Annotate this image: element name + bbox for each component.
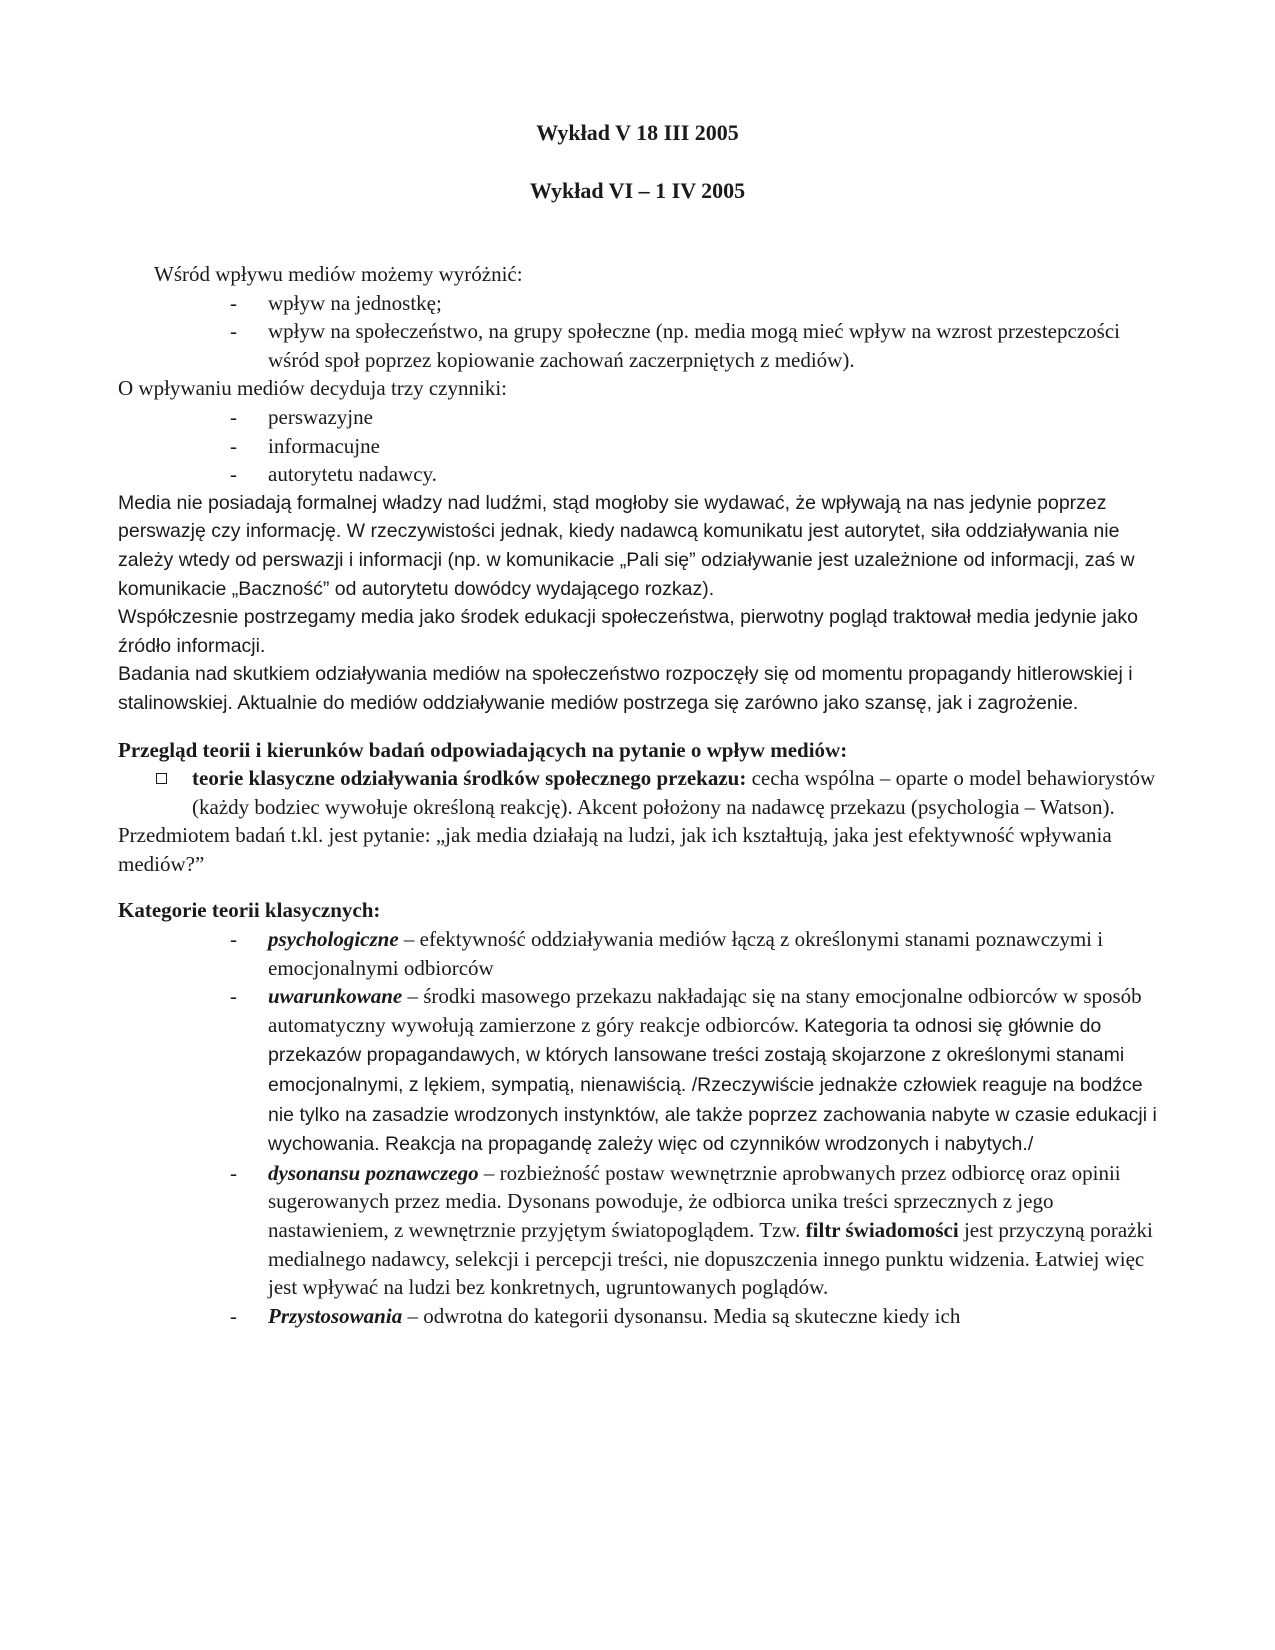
category-conditioned: - uwarunkowane – środki masowego przekazu nakładając się na stany emocjonalne odbiorców w sposób automatyczny wywołują zamierzone z góry reakcje odbiorców. Kategoria ta odnosi się głównie do przekazów propagandawych, w których lansowane treści zostają skojarzone z określonymi stanami emocjonalnymi, z lękiem, sympatią, nienawiścią. /Rzeczywiście jednakże człowiek reaguje na bodźce nie tylko na zasadzie wrodzonych instynktów, ale także poprzez zachowania nabyte w czasie edukacji i wychowania. Reakcja na propagandę zależy więc od czynników wrodzonych i nabytych./ xyxy=(118,982,1173,1159)
section-heading-categories: Kategorie teorii klasycznych: xyxy=(118,898,381,923)
list-item: - autorytetu nadawcy. xyxy=(118,460,1173,489)
classic-theories-text: cecha wspólna – oparte o model behawiorystów (każdy bodziec wywołuje określoną reakcję). Akcent położony na nadawcę przekazu (psychologia – Watson). xyxy=(192,766,1156,819)
intro-text: Wśród wpływu mediów możemy wyróżnić: xyxy=(154,262,523,286)
categories-list xyxy=(118,925,1173,1330)
list-item: - wpływ na społeczeństwo, na grupy społeczne (np. media mogą mieć wpływ na wzrost przestepczości wśród społ poprzez kopiowanie zachowań zaczerpniętych z mediów). xyxy=(118,317,1173,374)
document-body xyxy=(118,260,1173,1330)
category-dissonance: - dysonansu poznawczego – rozbieżność postaw wewnętrznie aprobwanych przez odbiorcę oraz opinii sugerowanych przez media. Dysonans powoduje, że odbiorca unika treści sprzecznych z jego nastawieniem, z wewnętrznie przyjętym światopoglądem. Tzw. filtr świadomości jest przyczyną porażki medialnego nadawcy, selekcji i percepcji treści, nie dopuszczenia innego punktu widzenia. Łatwiej więc jest wpływać na ludzi bez konkretnych, ugruntowanych poglądów. xyxy=(118,1159,1173,1302)
section-heading-review: Przegląd teorii i kierunków badań odpowiadających na pytanie o wpływ mediów: xyxy=(118,737,848,762)
factors-intro: O wpływaniu mediów decyduja trzy czynniki: xyxy=(118,376,507,401)
paragraph-research: Badania nad skutkiem odziaływania mediów na społeczeństwo rozpoczęły się od momentu propagandy hitlerowskiej i stalinowskiej. Aktualnie do mediów oddziaływanie mediów postrzega się zarówno jako szansę, jak i zagrożenie. xyxy=(118,663,1133,714)
list-item: - perswazyjne xyxy=(118,403,1173,432)
paragraph-education: Współczesnie postrzegamy media jako środek edukacji społeczeństwa, pierwotny pogląd traktował media jedynie jako źródło informacji. xyxy=(118,606,1138,657)
list-item: - wpływ na jednostkę; xyxy=(118,289,1173,318)
category-psychological: - psychologiczne – efektywność oddziaływania mediów łączą z określonymi stanami poznawczymi i emocjonalnymi odbiorców xyxy=(118,925,1173,982)
lecture-title-5: Wykład V 18 III 2005 xyxy=(536,120,739,145)
lecture-title-6: Wykład VI – 1 IV 2005 xyxy=(529,178,746,203)
paragraph-media-power: Media nie posiadają formalnej władzy nad ludźmi, stąd mogłoby sie wydawać, że wpływają na nas jedynie poprzez perswazję czy informację. W rzeczywistości jednak, kiedy nadawcą komunikatu jest autorytet, siła oddziaływania nie zależy wtedy od perswazji i informacji (np. w komunikacie „Pali się” odziaływanie jest uzależnione od informacji, zaś w komunikacie „Baczność” od autorytetu dowódcy wydającego rozkaz). xyxy=(118,491,1135,600)
paragraph-subject: Przedmiotem badań t.kl. jest pytanie: „jak media działają na ludzi, jak ich kształtują, jaka jest efektywność wpływania mediów?” xyxy=(118,823,1112,876)
classic-theories-term: teorie klasyczne odziaływania środków społecznego przekazu: xyxy=(192,766,747,791)
list-item: - informacujne xyxy=(118,432,1173,461)
category-adaptation: - Przystosowania – odwrotna do kategorii dysonansu. Media są skuteczne kiedy ich xyxy=(118,1302,1173,1331)
factors-list xyxy=(118,403,1173,489)
classic-theories-item xyxy=(118,764,1173,821)
influence-list xyxy=(118,289,1173,375)
checkbox-bullet-icon xyxy=(156,773,167,784)
